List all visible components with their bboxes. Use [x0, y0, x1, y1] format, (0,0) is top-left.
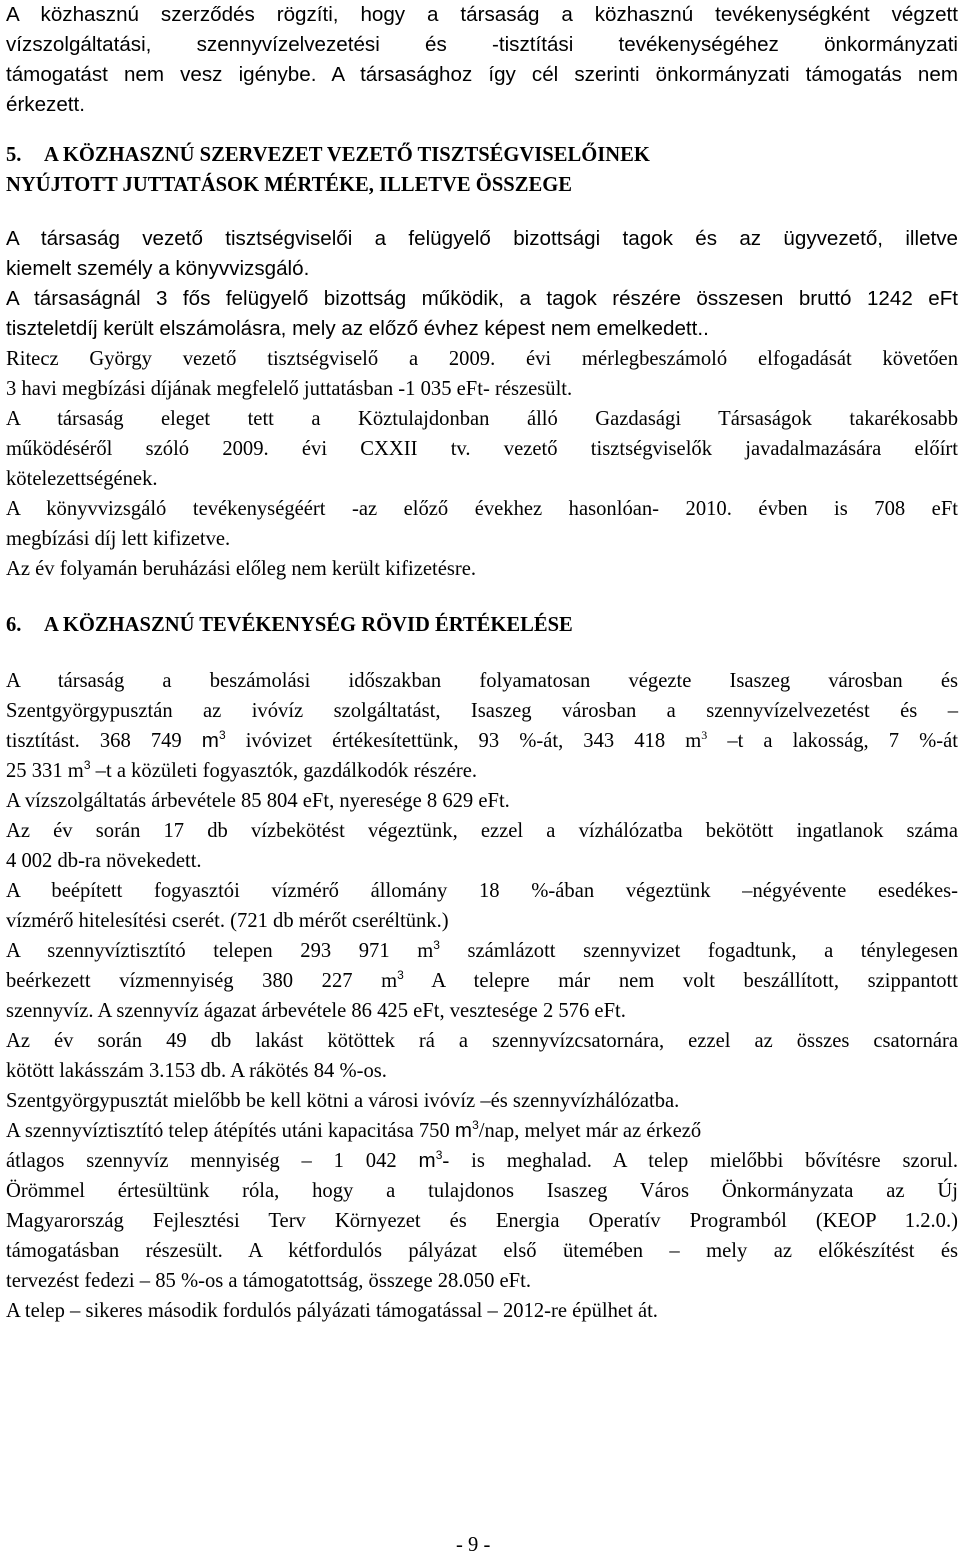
text-line: támogatásban részesült. A kétfordulós pályázat első ütemében – mely az előkészítést és — [6, 1240, 958, 1262]
text-line: A telep – sikeres második fordulós pályázati támogatással – 2012-re épülhet át. — [6, 1300, 658, 1322]
text-line: Szentgyörgypusztát mielőbb be kell kötni a városi ivóvíz –és szennyvízhálózatba. — [6, 1090, 680, 1112]
text-line: szennyvíz. A szennyvíz ágazat árbevétele 86 425 eFt, vesztesége 2 576 eFt. — [6, 1000, 626, 1022]
text-line: beérkezett vízmennyiség 380 227 $m^3$ A telepre már nem volt beszállított, szippantott — [6, 968, 958, 992]
section-6-heading — [6, 610, 958, 640]
text-line: A szennyvíztisztító telepen 293 971 $m^3$ számlázott szennyvizet fogadtunk, a ténylegesen — [6, 938, 958, 962]
section-5-body — [6, 224, 958, 584]
text-line: átlagos szennyvíz mennyiség – 1 042 $m^3-$ is meghalad. A telep mielőbbi bővítésre szorul. — [6, 1148, 958, 1172]
text-line: tiszteletdíj került elszámolásra, mely az előző évhez képest nem emelkedett.. — [6, 317, 709, 340]
document-page — [6, 0, 958, 1326]
section-title-continued: NYÚJTOTT JUTTATÁSOK MÉRTÉKE, ILLETVE ÖSSZEGE — [6, 174, 572, 196]
text-line: támogatást nem vesz igénybe. A társasághoz így cél szerinti önkormányzati támogatás nem — [6, 63, 958, 86]
text-line: tisztítást. 368 749 $m^3$ ivóvizet értékesítettünk, 93 %-át, 343 418 $m^3$ –t a lakosság, 7 %-át — [6, 728, 958, 752]
text-line: Szentgyörgypusztán az ivóvíz szolgáltatást, Isaszeg városban a szennyvízelvezetést és – — [6, 700, 958, 722]
section-title: A KÖZHASZNÚ TEVÉKENYSÉG RÖVID ÉRTÉKELÉSE — [44, 614, 573, 636]
section-5-heading — [6, 140, 958, 200]
text-line: vízszolgáltatási, szennyvízelvezetési és -tisztítási tevékenységéhez önkormányzati — [6, 33, 958, 56]
text-line: 25 331 $m^3$ –t a közületi fogyasztók, gazdálkodók részére. — [6, 758, 478, 782]
intro-paragraph — [6, 0, 958, 120]
text-line: Az év során 49 db lakást kötöttek rá a szennyvízcsatornára, ezzel az összes csatornára — [6, 1030, 958, 1052]
text-line: vízmérő hitelesítési cserét. (721 db mérőt cseréltünk.) — [6, 910, 449, 932]
text-line: A társaság a beszámolási időszakban folyamatosan végezte Isaszeg városban és — [6, 670, 958, 692]
page-number: - 9 - — [456, 1534, 491, 1556]
text-line: kiemelt személy a könyvvizsgáló. — [6, 257, 310, 280]
section-number: 5. — [6, 144, 22, 166]
text-line: Magyarország Fejlesztési Terv Környezet és Energia Operatív Programból (KEOP 1.2.0.) — [6, 1210, 958, 1232]
text-line: A szennyvíztisztító telep átépítés utáni kapacitása 750 $m^3$/nap, melyet már az érkező — [6, 1118, 702, 1142]
text-line: 3 havi megbízási díjának megfelelő juttatásban -1 035 eFt- részesült. — [6, 378, 573, 400]
text-line: megbízási díj lett kifizetve. — [6, 528, 231, 550]
text-line: 4 002 db-ra növekedett. — [6, 850, 202, 872]
text-line: Az év folyamán beruházási előleg nem került kifizetésre. — [6, 558, 477, 580]
section-title: A KÖZHASZNÚ SZERVEZET VEZETŐ TISZTSÉGVISELŐINEK — [44, 144, 650, 166]
text-line: A közhasznú szerződés rögzíti, hogy a társaság a közhasznú tevékenységként végzett — [6, 3, 958, 26]
text-line: kötött lakásszám 3.153 db. A rákötés 84 %-os. — [6, 1060, 387, 1082]
section-number: 6. — [6, 614, 22, 636]
text-line: A vízszolgáltatás árbevétele 85 804 eFt, nyeresége 8 629 eFt. — [6, 790, 510, 812]
section-6-body — [6, 666, 958, 1326]
text-line: A társaság vezető tisztségviselői a felügyelő bizottsági tagok és az ügyvezető, illetve — [6, 227, 958, 250]
text-line: Az év során 17 db vízbekötést végeztünk, ezzel a vízhálózatba bekötött ingatlanok száma — [6, 820, 958, 842]
text-line: Ritecz György vezető tisztségviselő a 2009. évi mérlegbeszámoló elfogadását követően — [6, 348, 958, 370]
text-line: érkezett. — [6, 93, 85, 116]
text-line: működéséről szóló 2009. évi CXXII tv. vezető tisztségviselők javadalmazására előírt — [6, 438, 958, 460]
text-line: tervezést fedezi – 85 %-os a támogatottság, összege 28.050 eFt. — [6, 1270, 531, 1292]
text-line: A társaság eleget tett a Köztulajdonban álló Gazdasági Társaságok takarékosabb — [6, 408, 958, 430]
text-line: A beépített fogyasztói vízmérő állomány 18 %-ában végeztünk –négyévente esedékes- — [6, 880, 958, 902]
text-line: A társaságnál 3 fős felügyelő bizottság működik, a tagok részére összesen bruttó 1242 eFt — [6, 287, 958, 310]
text-line: kötelezettségének. — [6, 468, 158, 490]
text-line: A könyvvizsgáló tevékenységéért -az előző évekhez hasonlóan- 2010. évben is 708 eFt — [6, 498, 958, 520]
text-line: Örömmel értesültünk róla, hogy a tulajdonos Isaszeg Város Önkormányzata az Új — [6, 1180, 958, 1202]
